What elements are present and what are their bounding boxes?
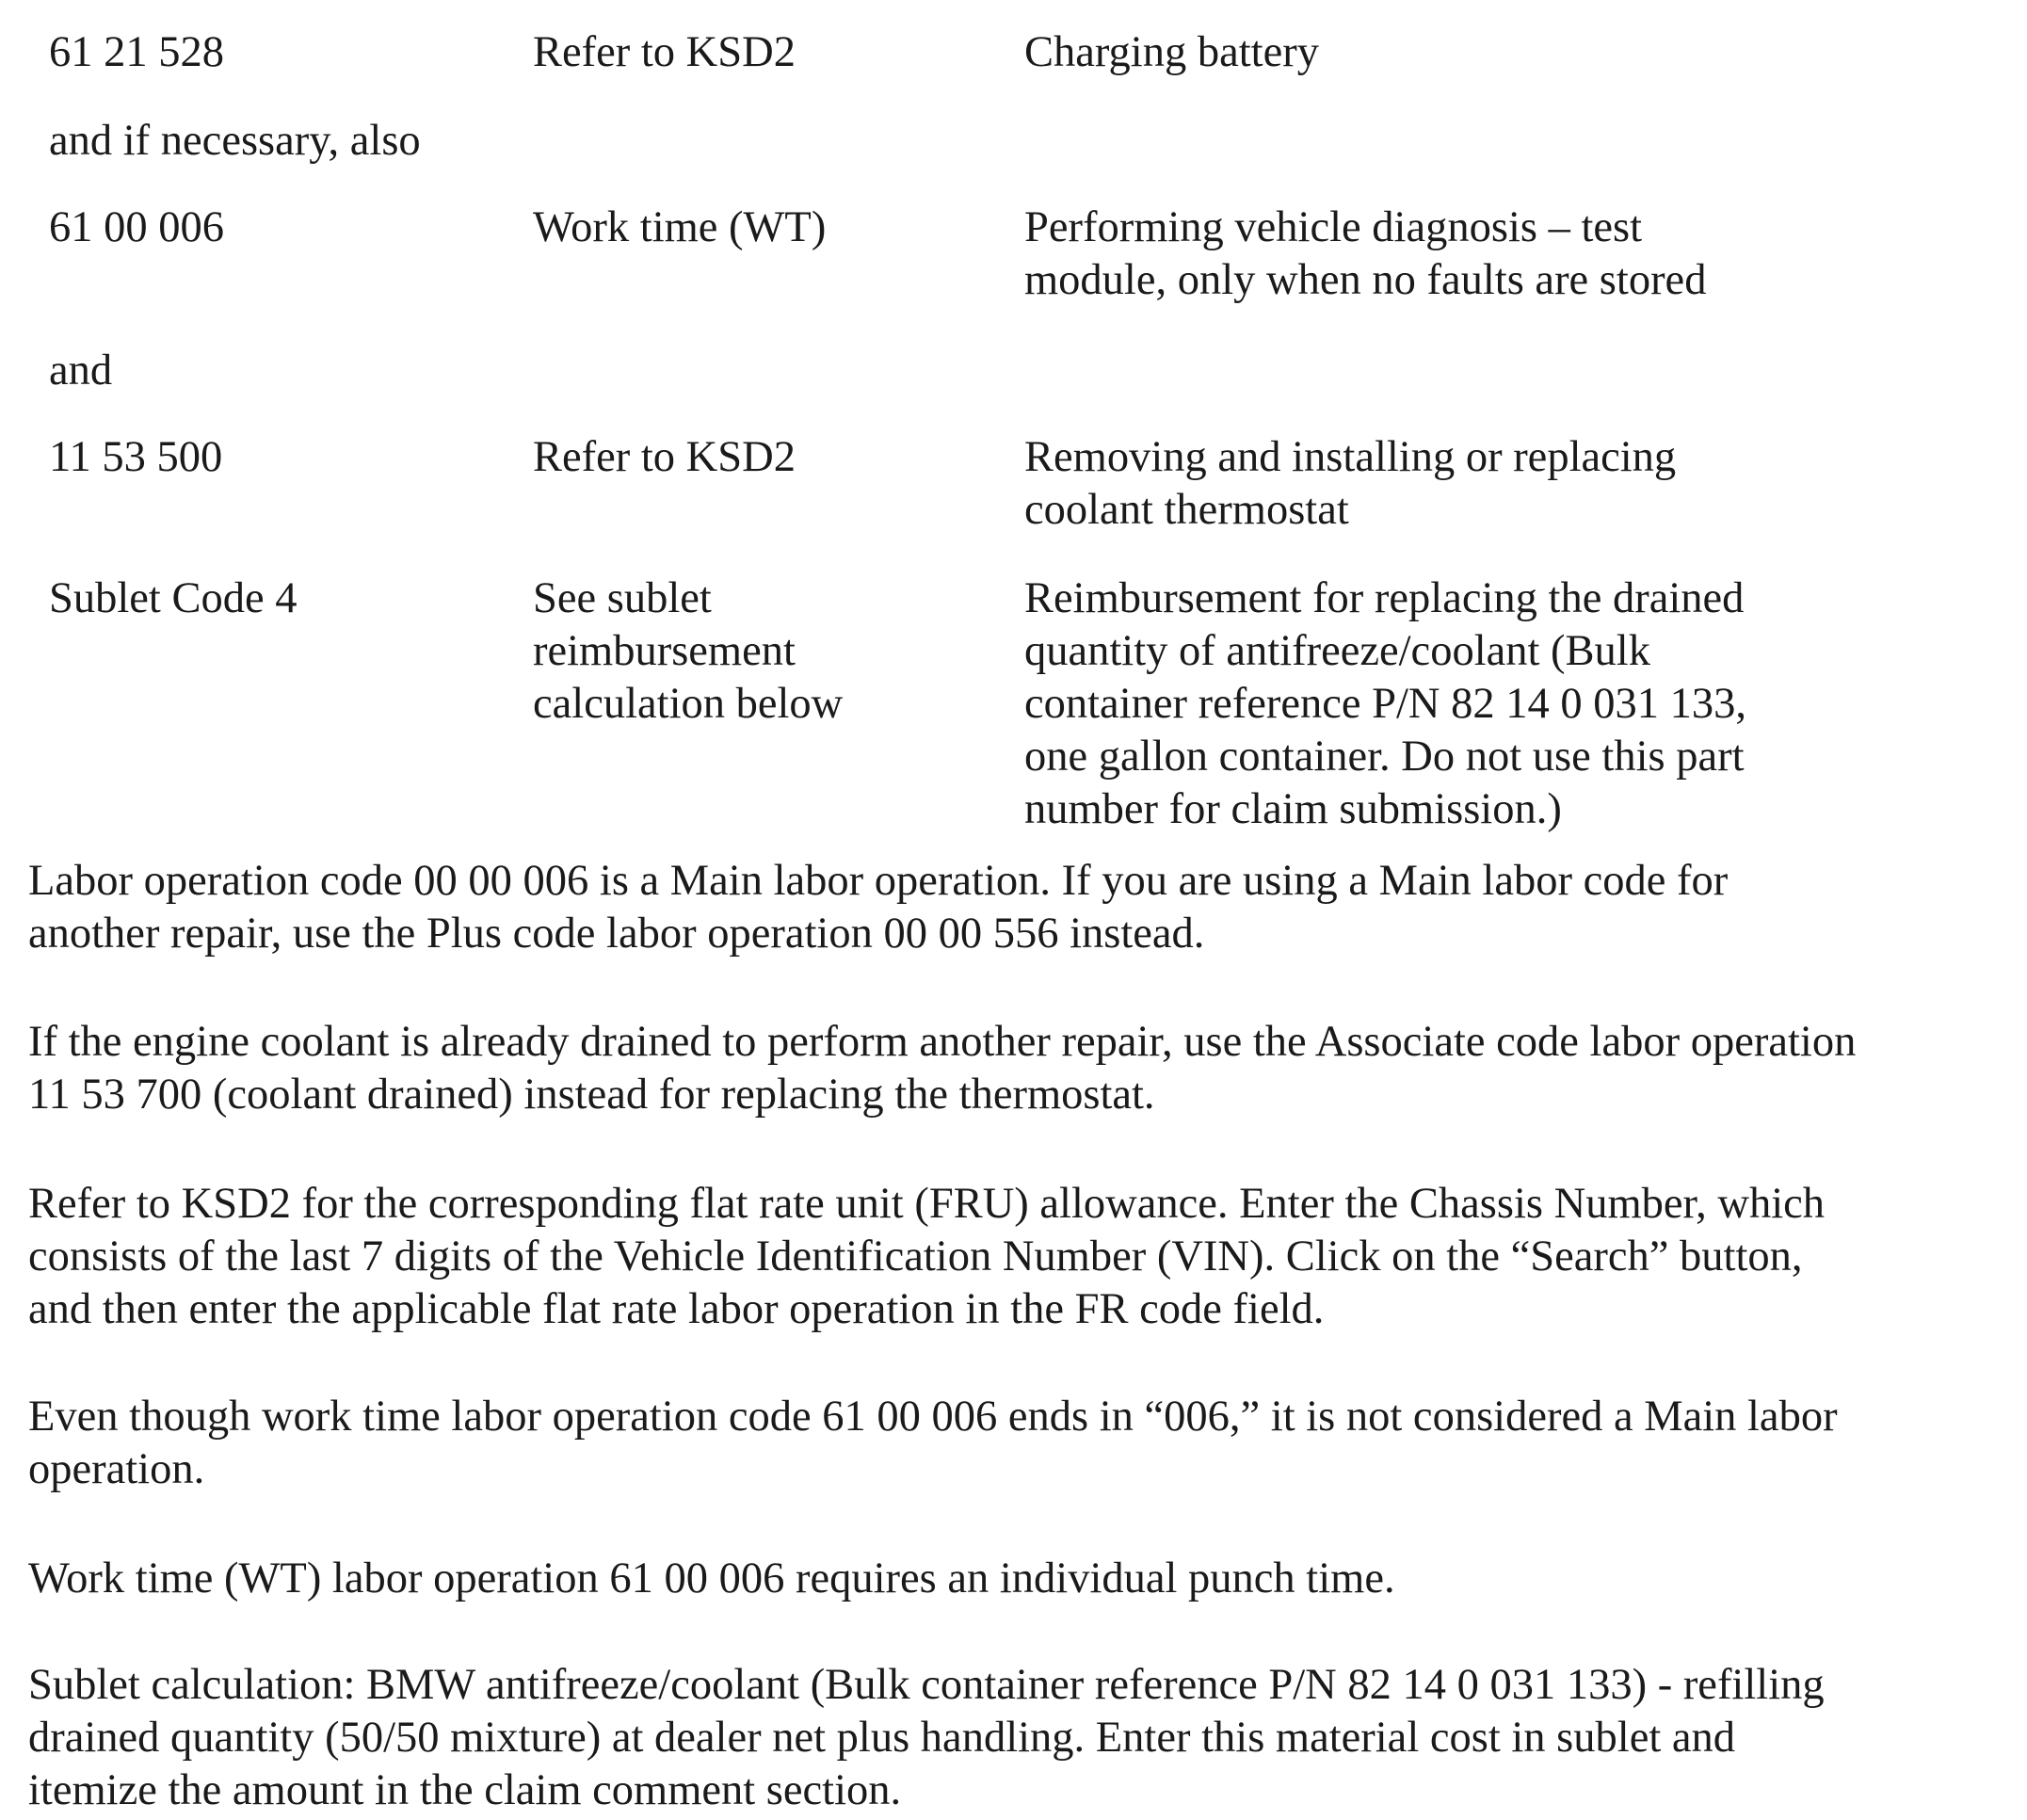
description-cell — [1024, 201, 1706, 307]
description-line: one gallon container. Do not use this part — [1024, 733, 1745, 781]
note-paragraph — [28, 1016, 2015, 1121]
description-cell — [1024, 572, 1746, 836]
description-line: coolant thermostat — [1024, 486, 1349, 534]
description-cell — [1024, 26, 1319, 79]
connector-text: and if necessary, also — [49, 117, 421, 165]
note-paragraph — [28, 855, 2015, 960]
paragraph-line: drained quantity (50/50 mixture) at dealer net plus handling. Enter this material cost in sublet and — [28, 1714, 1736, 1762]
paragraph-line: and then enter the applicable flat rate labor operation in the FR code field. — [28, 1285, 1325, 1333]
labor-code-cell: 61 00 006 — [49, 203, 224, 251]
time-cell — [533, 431, 796, 484]
time-line: Refer to KSD2 — [533, 433, 796, 481]
connector-text: and — [49, 346, 113, 395]
paragraph-line: Even though work time labor operation code 61 00 006 ends in “006,” it is not considered a Main labor — [28, 1393, 1838, 1441]
paragraph-line: Work time (WT) labor operation 61 00 006 requires an individual punch time. — [28, 1554, 1395, 1603]
labor-code-cell: 61 21 528 — [49, 28, 224, 76]
time-line: See sublet — [533, 574, 712, 622]
paragraph-line: Refer to KSD2 for the corresponding flat rate unit (FRU) allowance. Enter the Chassis Number, which — [28, 1180, 1826, 1228]
time-line: calculation below — [533, 680, 844, 728]
time-line: Refer to KSD2 — [533, 28, 796, 76]
description-line: Charging battery — [1024, 28, 1319, 76]
paragraph-line: Labor operation code 00 00 006 is a Main labor operation. If you are using a Main labor code for — [28, 857, 1729, 905]
note-paragraph — [28, 1178, 2015, 1336]
paragraph-line: operation. — [28, 1445, 205, 1493]
paragraph-line: itemize the amount in the claim comment section. — [28, 1766, 902, 1814]
note-paragraph — [28, 1391, 2015, 1496]
description-line: quantity of antifreeze/coolant (Bulk — [1024, 627, 1650, 675]
note-paragraph — [28, 1553, 2015, 1605]
time-cell — [533, 201, 826, 254]
description-line: Performing vehicle diagnosis – test — [1024, 203, 1643, 251]
time-line: Work time (WT) — [533, 203, 827, 251]
description-line: Removing and installing or replacing — [1024, 433, 1677, 481]
time-cell — [533, 26, 796, 79]
paragraph-line: If the engine coolant is already drained to perform another repair, use the Associate code labor operation — [28, 1018, 1857, 1066]
description-line: container reference P/N 82 14 0 031 133, — [1024, 680, 1747, 728]
labor-code-cell: 11 53 500 — [49, 433, 223, 481]
description-line: module, only when no faults are stored — [1024, 256, 1707, 304]
description-line: Reimbursement for replacing the drained — [1024, 574, 1745, 622]
labor-code-cell: Sublet Code 4 — [49, 574, 298, 622]
paragraph-line: another repair, use the Plus code labor operation 00 00 556 instead. — [28, 910, 1205, 958]
paragraph-line: 11 53 700 (coolant drained) instead for replacing the thermostat. — [28, 1071, 1155, 1119]
time-line: reimbursement — [533, 627, 796, 675]
description-cell — [1024, 431, 1676, 537]
description-line: number for claim submission.) — [1024, 785, 1562, 833]
note-paragraph — [28, 1659, 2015, 1817]
paragraph-line: consists of the last 7 digits of the Vehicle Identification Number (VIN). Click on the “Search” button, — [28, 1232, 1803, 1280]
paragraph-line: Sublet calculation: BMW antifreeze/coolant (Bulk container reference P/N 82 14 0 031 133) - refilling — [28, 1661, 1825, 1709]
time-cell — [533, 572, 843, 731]
